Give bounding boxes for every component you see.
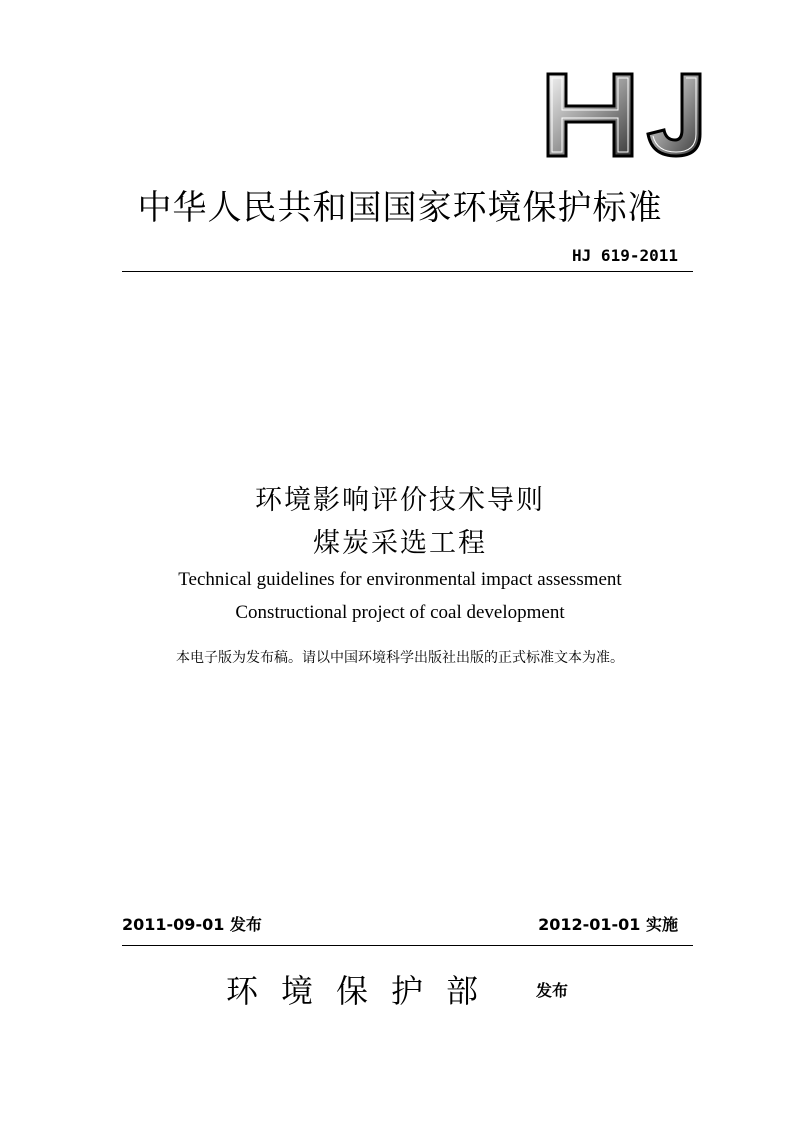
implementation-date: 2012-01-01 实施	[538, 915, 678, 934]
publisher-name: 环境保护部	[226, 972, 502, 1010]
bottom-divider	[122, 945, 693, 946]
english-title-line-1: Technical guidelines for environmental impact assessment	[178, 569, 622, 590]
hj-logo	[540, 68, 710, 160]
publisher-action: 发布	[536, 981, 569, 1000]
issue-date: 2011-09-01 发布	[122, 915, 262, 934]
top-divider	[122, 271, 693, 272]
standard-body-title: 中华人民共和国国家环境保护标准	[137, 188, 663, 228]
electronic-version-notice: 本电子版为发布稿。请以中国环境科学出版社出版的正式标准文本为准。	[176, 650, 624, 666]
chinese-title-line-1: 环境影响评价技术导则	[255, 485, 545, 516]
chinese-title-line-2: 煤炭采选工程	[313, 528, 487, 559]
english-title-line-2: Constructional project of coal development	[235, 602, 565, 623]
standard-code: HJ 619-2011	[572, 246, 678, 265]
logo-letter-h	[548, 74, 632, 156]
